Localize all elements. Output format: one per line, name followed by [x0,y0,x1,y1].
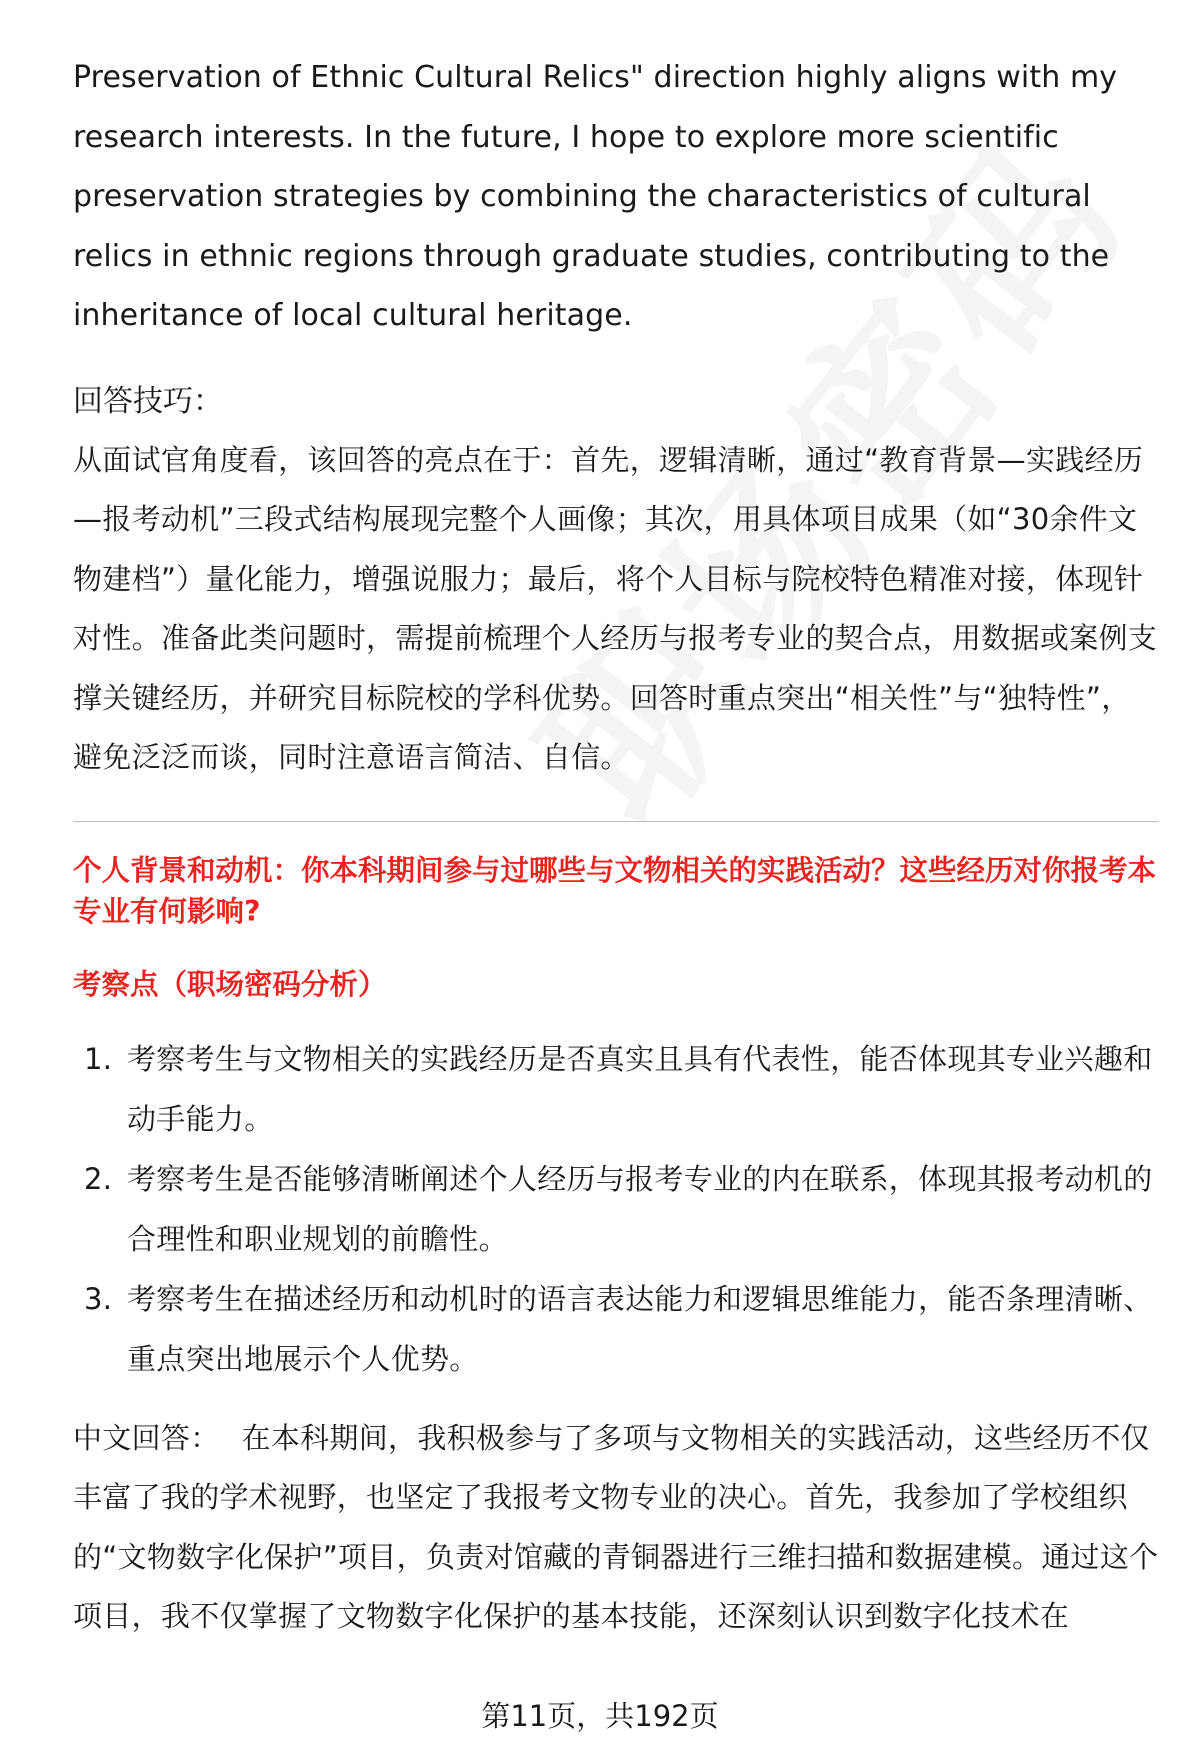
answer-label: 中文回答： [73,1420,220,1455]
list-item [73,1149,1159,1269]
page-footer: 第11页，共192页 [481,1699,719,1733]
list-item [73,1029,1159,1149]
list-item-text: 考察考生是否能够清晰阐述个人经历与报考专业的内在联系，体现其报考动机的合理性和职业规划的前瞻性。 [127,1161,1153,1256]
analysis-heading: 考察点（职场密码分析） [73,967,387,1001]
chinese-answer [73,1409,1159,1647]
tips-body: 从面试官角度看，该回答的亮点在于：首先，逻辑清晰，通过“教育背景—实践经历—报考动机”三段式结构展现完整个人画像；其次，用具体项目成果（如“30余件文物建档”）量化能力，增强说服力；最后，将个人目标与院校特色精准对接，体现针对性。准备此类问题时，需提前梳理个人经历与报考专业的契合点，用数据或案例支撑关键经历，并研究目标院校的学科优势。回答时重点突出“相关性”与“独特性”，避免泛泛而谈，同时注意语言简洁、自信。 [73,442,1158,774]
answer-text: 在本科期间，我积极参与了多项与文物相关的实践活动，这些经历不仅丰富了我的学术视野，也坚定了我报考文物专业的决心。首先，我参加了学校组织的“文物数字化保护”项目，负责对馆藏的青铜器进行三维扫描和数据建模。通过这个项目，我不仅掌握了文物数字化保护的基本技能，还深刻认识到数字化技术在 [73,1420,1159,1633]
list-item-number: 3. [84,1281,113,1316]
list-item-text: 考察考生在描述经历和动机时的语言表达能力和逻辑思维能力，能否条理清晰、重点突出地展示个人优势。 [127,1281,1153,1376]
list-item-text: 考察考生与文物相关的实践经历是否真实且具有代表性，能否体现其专业兴趣和动手能力。 [127,1041,1153,1136]
list-item [73,1269,1159,1389]
intro-paragraph: Preservation of Ethnic Cultural Relics" direction highly aligns with my research interests. In the future, I hope to explore more scientific preservation strategies by combining the characteristics of cultural relics in ethnic regions through graduate studies, contributing to the inheritance of local cultural heritage. [73,60,1118,333]
list-item-number: 2. [84,1161,113,1196]
document-page [73,48,1159,1647]
tips-label: 回答技巧： [73,383,223,419]
section-divider [73,821,1159,822]
question-heading: 个人背景和动机：你本科期间参与过哪些与文物相关的实践活动？这些经历对你报考本专业有何影响? [73,853,1157,928]
analysis-points-list [73,1029,1159,1389]
list-item-number: 1. [84,1041,113,1076]
